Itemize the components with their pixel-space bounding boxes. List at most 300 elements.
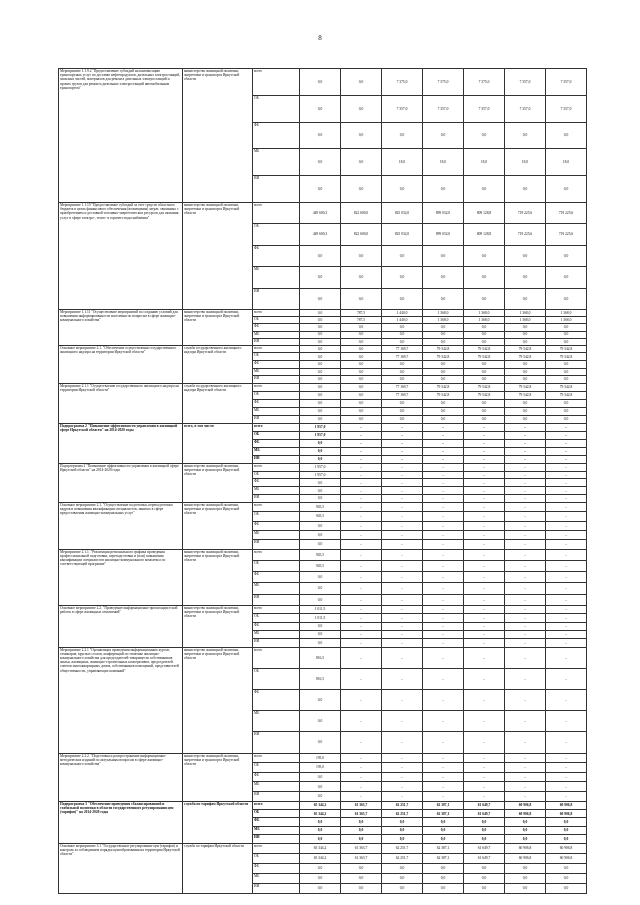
amount-cell: 0,0 — [546, 324, 587, 331]
amount-cell: – — [505, 782, 546, 792]
table-row — [59, 502, 587, 511]
funding-source: ОБ — [253, 317, 300, 324]
funding-source: ИИ — [253, 639, 300, 647]
funding-source: МБ — [253, 826, 300, 834]
amount-cell: 0,0 — [423, 883, 464, 893]
amount-cell: – — [382, 630, 423, 638]
amount-cell: 1 011,5 — [300, 605, 341, 613]
amount-cell: – — [341, 487, 382, 495]
executor: всего, в том числе: — [183, 423, 253, 463]
amount-cell: 719 225,6 — [546, 202, 587, 223]
amount-cell: – — [382, 560, 423, 571]
amount-cell: 61 363,7 — [341, 843, 382, 853]
amount-cell: 61 649,7 — [464, 843, 505, 853]
amount-cell: – — [464, 622, 505, 630]
amount-cell: – — [341, 753, 382, 763]
amount-cell: – — [464, 572, 505, 583]
amount-cell: – — [505, 521, 546, 530]
amount-cell: 0,0 — [341, 122, 382, 149]
amount-cell: 0,0 — [505, 122, 546, 149]
amount-cell: – — [423, 439, 464, 447]
funding-source: МБ — [253, 331, 300, 338]
amount-cell: 0,0 — [464, 376, 505, 384]
amount-cell: – — [341, 431, 382, 439]
amount-cell: 0,0 — [505, 176, 546, 203]
amount-cell: 0,0 — [341, 873, 382, 883]
amount-cell: 0,0 — [464, 415, 505, 423]
amount-cell: 0,0 — [300, 447, 341, 455]
amount-cell: 0,0 — [546, 338, 587, 345]
amount-cell: 825 032,0 — [382, 224, 423, 245]
measure-name: Мероприятие 2.1.1 "Осуществление государственного жилищного надзора на территории Иркутской области" — [59, 383, 183, 423]
amount-cell: 0,0 — [341, 345, 382, 353]
amount-cell: 79 542,8 — [464, 353, 505, 361]
executor: министерство жилищной политики, энергетики и транспорта Иркутской области — [183, 647, 253, 753]
funding-source: ИИ — [253, 338, 300, 345]
amount-cell: 0,0 — [341, 391, 382, 399]
amount-cell: – — [423, 763, 464, 773]
amount-cell: 0,0 — [546, 245, 587, 266]
funding-source: МБ — [253, 487, 300, 495]
funding-source: МБ — [253, 782, 300, 792]
amount-cell: – — [382, 594, 423, 605]
amount-cell: 0,0 — [341, 361, 382, 369]
amount-cell: 62 387,1 — [423, 801, 464, 809]
amount-cell: 0,0 — [300, 594, 341, 605]
amount-cell: – — [546, 540, 587, 549]
amount-cell: – — [546, 471, 587, 479]
amount-cell: – — [341, 583, 382, 594]
amount-cell: – — [341, 447, 382, 455]
amount-cell: – — [505, 594, 546, 605]
funding-source: МБ — [253, 711, 300, 732]
amount-cell: – — [546, 622, 587, 630]
amount-cell: – — [341, 732, 382, 753]
amount-cell: 1 368,0 — [505, 317, 546, 324]
amount-cell: 0,0 — [423, 863, 464, 873]
funding-source: всего — [253, 647, 300, 668]
funding-source: ИИ — [253, 495, 300, 503]
amount-cell: 809 128,8 — [464, 202, 505, 223]
amount-cell: 61 649,7 — [464, 801, 505, 809]
funding-source: всего — [253, 202, 300, 223]
amount-cell: 0,0 — [546, 415, 587, 423]
amount-cell: – — [423, 463, 464, 471]
funding-source: МБ — [253, 149, 300, 176]
amount-cell: 0,0 — [382, 399, 423, 407]
amount-cell: 61 363,7 — [341, 801, 382, 809]
amount-cell: 0,0 — [546, 376, 587, 384]
funding-source: ИИ — [253, 791, 300, 801]
table-row — [59, 801, 587, 809]
amount-cell: – — [341, 791, 382, 801]
executor: служба по тарифам Иркутской области — [183, 843, 253, 893]
amount-cell: 0,0 — [300, 711, 341, 732]
amount-cell: – — [505, 772, 546, 782]
amount-cell: 7 357,0 — [382, 95, 423, 122]
amount-cell: 0,0 — [423, 324, 464, 331]
executor: служба государственного жилищного надзора Иркутской области — [183, 345, 253, 383]
amount-cell: – — [423, 622, 464, 630]
amount-cell: – — [546, 423, 587, 431]
amount-cell: 61 363,7 — [341, 853, 382, 863]
amount-cell: 1 440,0 — [382, 309, 423, 316]
amount-cell: 0,0 — [464, 245, 505, 266]
funding-source: ИИ — [253, 455, 300, 463]
amount-cell: – — [464, 463, 505, 471]
amount-cell: – — [341, 521, 382, 530]
amount-cell: – — [464, 512, 505, 521]
amount-cell: – — [464, 521, 505, 530]
amount-cell: – — [341, 572, 382, 583]
funding-source: МБ — [253, 368, 300, 376]
amount-cell: 0,0 — [341, 338, 382, 345]
amount-cell: 0,0 — [382, 338, 423, 345]
amount-cell: – — [546, 512, 587, 521]
amount-cell: – — [341, 560, 382, 571]
amount-cell: 0,0 — [546, 835, 587, 843]
amount-cell: 62 387,1 — [423, 853, 464, 863]
amount-cell: – — [382, 512, 423, 521]
funding-source: ИИ — [253, 176, 300, 203]
amount-cell: – — [546, 668, 587, 689]
amount-cell: 79 542,8 — [546, 391, 587, 399]
amount-cell: – — [464, 630, 505, 638]
funding-source: ИИ — [253, 288, 300, 309]
table-row — [59, 345, 587, 353]
amount-cell: 1 011,5 — [300, 614, 341, 622]
amount-cell: 79 542,8 — [464, 345, 505, 353]
amount-cell: 0,0 — [300, 439, 341, 447]
amount-cell: – — [464, 594, 505, 605]
amount-cell: 0,0 — [505, 415, 546, 423]
amount-cell: 0,0 — [300, 622, 341, 630]
amount-cell: 0,0 — [300, 791, 341, 801]
funding-source: ОБ — [253, 471, 300, 479]
amount-cell: – — [505, 763, 546, 773]
amount-cell: 0,0 — [382, 376, 423, 384]
amount-cell: – — [505, 732, 546, 753]
table-row — [59, 423, 587, 431]
amount-cell: – — [546, 791, 587, 801]
amount-cell: – — [505, 471, 546, 479]
measure-name: Подпрограмма 3 "Обеспечение проведения сбалансированной и стабильной политики в области государственного регулирования цен (тарифов)" на 2014-2020 годы — [59, 801, 183, 843]
amount-cell: 0,0 — [300, 361, 341, 369]
executor: министерство жилищной политики, энергетики и транспорта Иркутской области — [183, 202, 253, 309]
table-row — [59, 647, 587, 668]
amount-cell: 1 368,0 — [546, 317, 587, 324]
amount-cell: – — [505, 463, 546, 471]
amount-cell: 0,0 — [546, 288, 587, 309]
funding-source: МБ — [253, 447, 300, 455]
amount-cell: 719 225,6 — [505, 224, 546, 245]
amount-cell: 945,5 — [300, 549, 341, 560]
amount-cell: 0,0 — [300, 572, 341, 583]
amount-cell: 449 600,3 — [300, 202, 341, 223]
amount-cell: 0,0 — [382, 873, 423, 883]
amount-cell: 77 169,7 — [382, 353, 423, 361]
amount-cell: 1 440,0 — [382, 317, 423, 324]
amount-cell: – — [464, 583, 505, 594]
measure-name: Основное мероприятие 3.1 "Государственное регулирование цен (тарифов) и контроль за соблюдением порядка ценообразования на территории Иркутской области" — [59, 843, 183, 893]
amount-cell: – — [423, 447, 464, 455]
amount-cell: – — [464, 471, 505, 479]
amount-cell: 60 906,8 — [546, 809, 587, 817]
amount-cell: – — [341, 711, 382, 732]
measure-name: Мероприятие 2.1.1. "Реализация регионального графика проведения профессиональной подготовки, переподготовки и (или) повышения квалификации специалистов жилищно-коммунального комплекса по соответствующей программе" — [59, 549, 183, 605]
amount-cell: – — [464, 431, 505, 439]
amount-cell: 0,0 — [300, 399, 341, 407]
amount-cell: – — [464, 791, 505, 801]
amount-cell: 0,0 — [300, 583, 341, 594]
amount-cell: 0,0 — [300, 376, 341, 384]
amount-cell: 0,0 — [341, 376, 382, 384]
amount-cell: – — [423, 549, 464, 560]
amount-cell: – — [341, 605, 382, 613]
amount-cell: 60 906,8 — [505, 853, 546, 863]
amount-cell: 62 387,1 — [423, 809, 464, 817]
amount-cell: 0,0 — [300, 818, 341, 826]
executor: министерство жилищной политики, энергетики и транспорта Иркутской области — [183, 309, 253, 345]
amount-cell: – — [423, 487, 464, 495]
amount-cell: 0,0 — [546, 863, 587, 873]
page-number: 8 — [318, 34, 322, 42]
amount-cell: 0,0 — [423, 376, 464, 384]
measure-name: Мероприятие 1.1.9.2 "Предоставление субсидий на компенсацию транспортных услуг по доставке нефтепродуктов, дизельных электростанций, запасных частей, материалов для ремонта дизельных электростанций и прочих грузов для ремонта дизельных электростанций автомобильным транспортом" — [59, 69, 183, 203]
amount-cell: 0,0 — [505, 324, 546, 331]
amount-cell: 0,0 — [382, 826, 423, 834]
executor: министерство жилищной политики, энергетики и транспорта Иркутской области — [183, 605, 253, 647]
amount-cell: 0,0 — [505, 338, 546, 345]
funding-source: ОБ — [253, 224, 300, 245]
amount-cell: – — [382, 763, 423, 773]
amount-cell: 0,0 — [464, 122, 505, 149]
amount-cell: – — [546, 753, 587, 763]
amount-cell: – — [382, 732, 423, 753]
amount-cell: – — [382, 439, 423, 447]
amount-cell: – — [464, 605, 505, 613]
amount-cell: 195,0 — [300, 763, 341, 773]
amount-cell: 0,0 — [505, 835, 546, 843]
amount-cell: – — [423, 753, 464, 763]
amount-cell: – — [423, 732, 464, 753]
amount-cell: – — [423, 639, 464, 647]
executor: министерство жилищной политики, энергетики и транспорта Иркутской области — [183, 753, 253, 801]
amount-cell: – — [505, 791, 546, 801]
amount-cell: – — [423, 791, 464, 801]
amount-cell: – — [505, 502, 546, 511]
amount-cell: – — [505, 583, 546, 594]
amount-cell: 7 357,0 — [546, 69, 587, 96]
amount-cell: 0,0 — [341, 407, 382, 415]
table-row — [59, 383, 587, 391]
amount-cell: 0,0 — [464, 835, 505, 843]
amount-cell: 825 032,0 — [382, 202, 423, 223]
amount-cell: – — [382, 502, 423, 511]
amount-cell: 79 542,8 — [423, 391, 464, 399]
amount-cell: – — [505, 512, 546, 521]
funding-source: всего — [253, 383, 300, 391]
amount-cell: – — [546, 549, 587, 560]
amount-cell: – — [382, 487, 423, 495]
amount-cell: 79 542,8 — [505, 391, 546, 399]
amount-cell: 79 542,8 — [464, 391, 505, 399]
measure-name: Подпрограмма 2 "Повышение эффективности управления в жилищной сфере Иркутской области" на 2014-2020 годы — [59, 463, 183, 502]
amount-cell: 18,0 — [382, 149, 423, 176]
table-row — [59, 463, 587, 471]
amount-cell: 0,0 — [341, 818, 382, 826]
funding-source: ФБ — [253, 863, 300, 873]
amount-cell: 0,0 — [341, 267, 382, 288]
amount-cell: – — [341, 512, 382, 521]
amount-cell: – — [382, 521, 423, 530]
amount-cell: – — [546, 647, 587, 668]
amount-cell: – — [464, 772, 505, 782]
funding-source: ОБ — [253, 853, 300, 863]
funding-source: ИИ — [253, 594, 300, 605]
amount-cell: 945,5 — [300, 502, 341, 511]
measure-name: Мероприятие 2.2.1 "Организация проведения информационных курсов, семинаров, круглых столов, конференций по тематике жилищно-коммунального хозяйства для председателей товариществ собственников жилья, жилищных, жилищно-строительных кооперативов, председателей советов многоквартирных домов, собственников помещений, представителей общественности, управляющих компаний" — [59, 647, 183, 753]
amount-cell: 7 357,0 — [505, 69, 546, 96]
amount-cell: – — [423, 471, 464, 479]
amount-cell: 0,0 — [341, 835, 382, 843]
amount-cell: 0,0 — [300, 540, 341, 549]
amount-cell: – — [382, 639, 423, 647]
executor: служба государственного жилищного надзора Иркутской области — [183, 383, 253, 423]
amount-cell: 0,0 — [505, 826, 546, 834]
amount-cell: – — [505, 455, 546, 463]
amount-cell: 0,0 — [341, 399, 382, 407]
amount-cell: 0,0 — [546, 407, 587, 415]
amount-cell: – — [382, 772, 423, 782]
amount-cell: 65 344,2 — [300, 801, 341, 809]
amount-cell: 0,0 — [300, 149, 341, 176]
amount-cell: – — [341, 647, 382, 668]
amount-cell: 0,0 — [300, 267, 341, 288]
amount-cell: 0,0 — [382, 267, 423, 288]
funding-source: всего — [253, 345, 300, 353]
amount-cell: 18,0 — [423, 149, 464, 176]
amount-cell: 0,0 — [423, 873, 464, 883]
amount-cell: 0,0 — [505, 883, 546, 893]
amount-cell: 449 600,3 — [300, 224, 341, 245]
amount-cell: – — [546, 614, 587, 622]
amount-cell: – — [546, 560, 587, 571]
amount-cell: 0,0 — [300, 324, 341, 331]
amount-cell: 0,0 — [464, 368, 505, 376]
amount-cell: – — [505, 572, 546, 583]
amount-cell: 1 957,0 — [300, 423, 341, 431]
amount-cell: – — [464, 447, 505, 455]
amount-cell: 0,0 — [341, 368, 382, 376]
amount-cell: – — [505, 423, 546, 431]
executor: министерство жилищной политики, энергетики и транспорта Иркутской области — [183, 69, 253, 203]
amount-cell: 79 542,8 — [546, 345, 587, 353]
amount-cell: 7 375,0 — [423, 69, 464, 96]
amount-cell: – — [341, 479, 382, 487]
amount-cell: 0,0 — [423, 818, 464, 826]
amount-cell: 1 368,0 — [423, 309, 464, 316]
amount-cell: 0,0 — [423, 835, 464, 843]
amount-cell: 0,0 — [505, 368, 546, 376]
amount-cell: – — [546, 639, 587, 647]
amount-cell: 787,5 — [341, 317, 382, 324]
funding-source: ОБ — [253, 512, 300, 521]
amount-cell: – — [505, 495, 546, 503]
amount-cell: 816,5 — [300, 647, 341, 668]
amount-cell: – — [464, 668, 505, 689]
amount-cell: 0,0 — [505, 818, 546, 826]
amount-cell: – — [505, 560, 546, 571]
amount-cell: 0,0 — [505, 288, 546, 309]
funding-source: МБ — [253, 407, 300, 415]
table-row — [59, 753, 587, 763]
amount-cell: 0,0 — [464, 883, 505, 893]
amount-cell: – — [341, 668, 382, 689]
amount-cell: – — [505, 549, 546, 560]
amount-cell: – — [423, 772, 464, 782]
amount-cell: 77 169,7 — [382, 391, 423, 399]
amount-cell: 0,0 — [300, 835, 341, 843]
amount-cell: 79 542,8 — [423, 353, 464, 361]
funding-source: ОБ — [253, 431, 300, 439]
amount-cell: – — [341, 782, 382, 792]
amount-cell: 0,0 — [423, 176, 464, 203]
amount-cell: 0,0 — [300, 338, 341, 345]
amount-cell: – — [546, 630, 587, 638]
funding-source: ИИ — [253, 376, 300, 384]
amount-cell: – — [423, 668, 464, 689]
amount-cell: 0,0 — [505, 407, 546, 415]
amount-cell: – — [382, 479, 423, 487]
amount-cell: – — [546, 487, 587, 495]
amount-cell: 0,0 — [300, 415, 341, 423]
amount-cell: 0,0 — [300, 331, 341, 338]
amount-cell: – — [505, 605, 546, 613]
funding-source: ИИ — [253, 540, 300, 549]
amount-cell: 0,0 — [505, 399, 546, 407]
amount-cell: – — [546, 463, 587, 471]
amount-cell: 61 649,7 — [464, 853, 505, 863]
amount-cell: 0,0 — [300, 353, 341, 361]
funding-source: ОБ — [253, 763, 300, 773]
amount-cell: – — [423, 521, 464, 530]
amount-cell: 899 032,0 — [423, 202, 464, 223]
amount-cell: 0,0 — [341, 245, 382, 266]
funding-source: ИИ — [253, 732, 300, 753]
amount-cell: 79 542,8 — [505, 345, 546, 353]
amount-cell: – — [505, 479, 546, 487]
amount-cell: 0,0 — [300, 732, 341, 753]
amount-cell: 0,0 — [382, 122, 423, 149]
funding-source: всего — [253, 801, 300, 809]
amount-cell: 719 225,6 — [546, 224, 587, 245]
amount-cell: 79 542,8 — [505, 353, 546, 361]
amount-cell: 0,0 — [546, 267, 587, 288]
amount-cell: – — [546, 583, 587, 594]
amount-cell: – — [341, 690, 382, 711]
funding-source: ФБ — [253, 521, 300, 530]
funding-source: всего — [253, 309, 300, 316]
amount-cell: 0,0 — [505, 873, 546, 883]
amount-cell: – — [464, 502, 505, 511]
amount-cell: 0,0 — [546, 122, 587, 149]
amount-cell: – — [341, 463, 382, 471]
amount-cell: 0,0 — [300, 630, 341, 638]
funding-source: ОБ — [253, 614, 300, 622]
amount-cell: – — [546, 439, 587, 447]
amount-cell: – — [423, 594, 464, 605]
